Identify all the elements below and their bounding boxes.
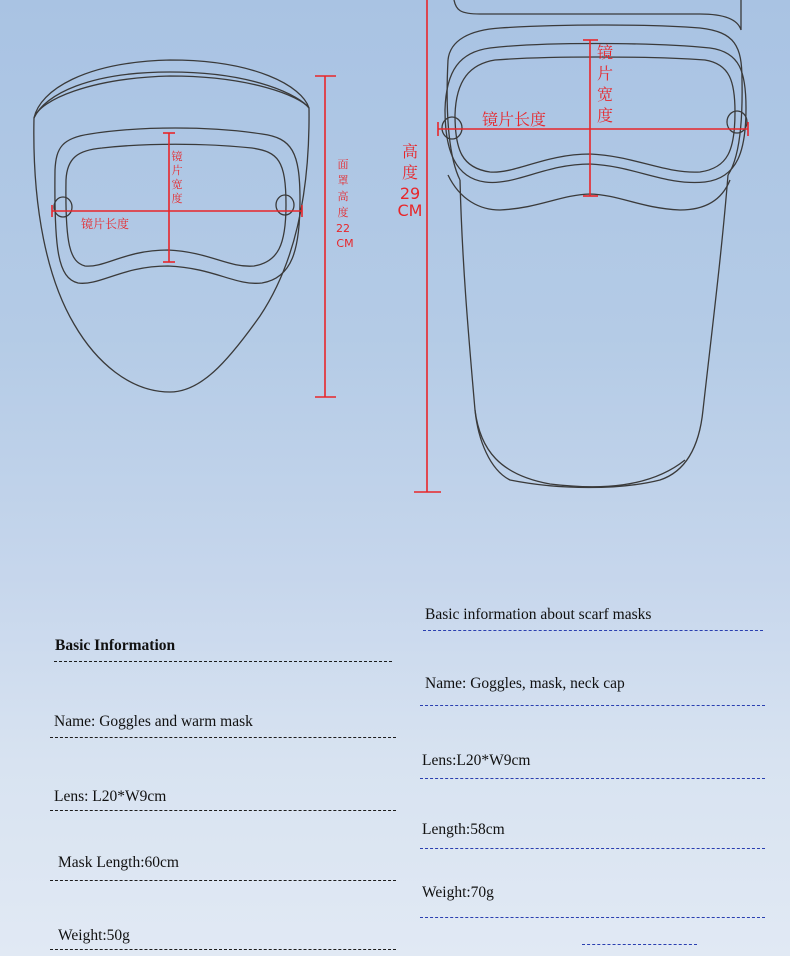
- right-lens-length-label: 镜片长度: [481, 110, 547, 129]
- right-measure-lines: [414, 0, 748, 492]
- right-height-char-1: 高: [401, 142, 419, 161]
- right-info-lens: Lens:L20*W9cm: [422, 752, 531, 769]
- left-lens-width-char-1: 镜: [171, 150, 183, 163]
- left-info-weight: Weight:50g: [58, 927, 130, 944]
- left-lens-width-char-2: 片: [171, 164, 183, 177]
- right-info-weight-rule: [420, 917, 765, 918]
- right-lens-width-char-4: 度: [596, 106, 614, 125]
- left-mask-height-unit: CM: [336, 237, 354, 250]
- left-info-name-rule: [50, 737, 396, 738]
- right-info-title: Basic information about scarf masks: [425, 606, 652, 623]
- left-info-mask-length-rule: [50, 880, 396, 881]
- right-info-name: Name: Goggles, mask, neck cap: [425, 675, 625, 692]
- left-info-title-rule: [54, 661, 392, 662]
- right-info-end-rule: [582, 944, 697, 945]
- left-lens-length-label: 镜片长度: [80, 217, 130, 231]
- left-lens-width-char-3: 宽: [171, 178, 183, 191]
- left-mask-height-number: 22: [336, 222, 350, 235]
- left-info-lens: Lens: L20*W9cm: [54, 788, 167, 805]
- right-mask-diagram: [442, 0, 747, 488]
- right-info-title-rule: [423, 630, 763, 631]
- left-mask-diagram: [34, 60, 309, 392]
- right-height-char-2: 度: [401, 163, 419, 182]
- left-mask-height-char-3: 高: [337, 190, 349, 203]
- left-info-lens-rule: [50, 810, 396, 811]
- right-lens-width-char-1: 镜: [596, 43, 614, 62]
- right-info-weight: Weight:70g: [422, 884, 494, 901]
- left-mask-height-char-2: 罩: [337, 174, 349, 187]
- left-info-name: Name: Goggles and warm mask: [54, 713, 253, 730]
- right-info-lens-rule: [420, 778, 765, 779]
- right-lens-width-char-3: 宽: [596, 85, 614, 104]
- left-info-title: Basic Information: [55, 637, 176, 654]
- left-info-mask-length: Mask Length:60cm: [58, 854, 179, 871]
- right-height-number: 29: [399, 184, 421, 203]
- right-lens-width-char-2: 片: [596, 64, 614, 83]
- right-info-length-rule: [420, 848, 765, 849]
- right-info-name-rule: [420, 705, 765, 706]
- left-lens-width-char-4: 度: [171, 192, 183, 205]
- left-info-weight-rule: [50, 949, 396, 950]
- right-height-unit: CM: [397, 201, 423, 220]
- left-mask-height-char-4: 度: [337, 206, 349, 219]
- right-info-length: Length:58cm: [422, 821, 505, 838]
- left-mask-height-char-1: 面: [337, 158, 349, 171]
- left-measure-lines: [52, 76, 336, 397]
